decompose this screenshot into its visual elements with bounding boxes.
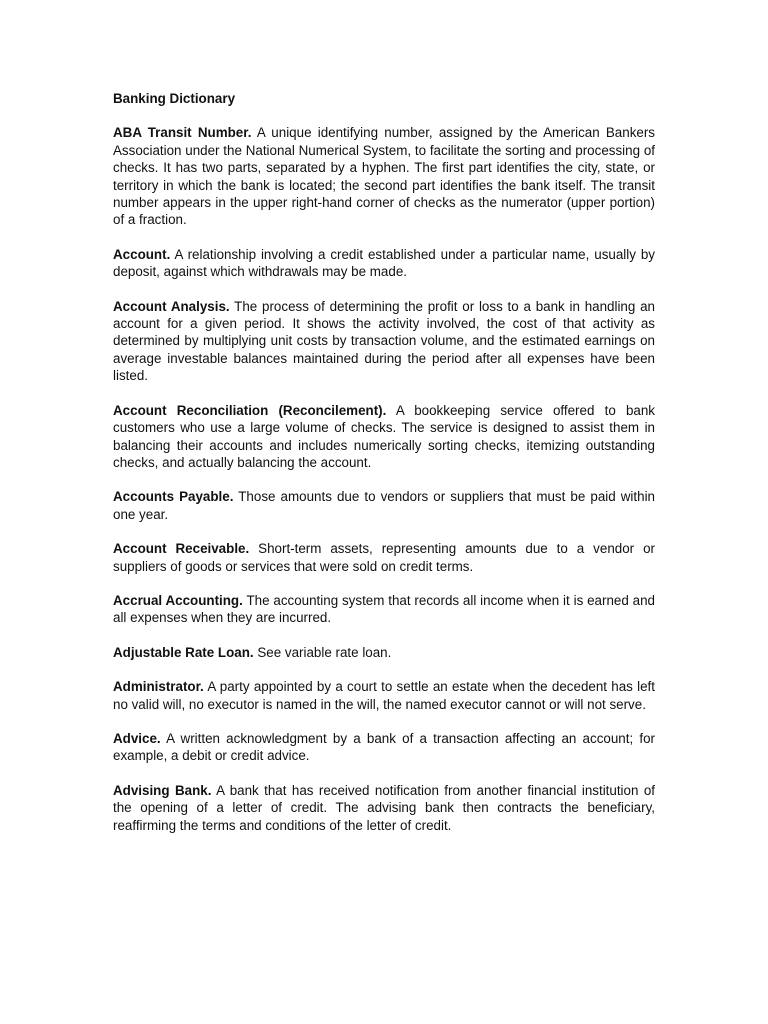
- entry-definition: A relationship involving a credit established under a particular name, usually by deposit, against which withdrawals may be made.: [113, 246, 655, 280]
- dictionary-entry: [113, 730, 655, 765]
- entry-term: Adjustable Rate Loan.: [113, 644, 254, 660]
- dictionary-entry: [113, 592, 655, 627]
- entry-definition: A party appointed by a court to settle an estate when the decedent has left no valid will, no executor is named in the will, the named executor cannot or will not serve.: [113, 679, 655, 712]
- entry-definition: The process of determining the profit or loss to a bank in handling an account for a given period. It shows the activity involved, the cost of that activity as determined by multiplying unit costs by transaction volume, and the estimated earnings on average investable balances maintained during the period after all expenses have been listed.: [113, 298, 655, 384]
- entry-definition: A bookkeeping service offered to bank customers who use a large volume of checks. The service is designed to assist them in balancing their accounts and includes numerically sorting checks, itemizing outstanding checks, and actually balancing the account.: [113, 402, 655, 470]
- document-page: [113, 90, 655, 851]
- dictionary-entry: [113, 124, 655, 228]
- dictionary-entry: [113, 402, 655, 472]
- entry-term: Account Receivable.: [113, 541, 250, 557]
- entry-term: Account Analysis.: [113, 298, 230, 314]
- entry-term: ABA Transit Number.: [113, 125, 252, 141]
- entry-definition: See variable rate loan.: [257, 644, 392, 660]
- dictionary-entry: [113, 644, 655, 661]
- entry-definition: A bank that has received notification from another financial institution of the opening of a letter of credit. The advising bank then contracts the beneficiary, reaffirming the terms and conditions of the letter of credit.: [113, 782, 655, 833]
- entry-definition: The accounting system that records all income when it is earned and all expenses when they are incurred.: [113, 592, 655, 626]
- dictionary-entry: [113, 246, 655, 281]
- entry-term: Accrual Accounting.: [113, 592, 243, 608]
- entry-term: Account.: [113, 246, 171, 262]
- dictionary-entry: [113, 298, 655, 385]
- entry-definition: Short-term assets, representing amounts due to a vendor or suppliers of goods or services that were sold on credit terms.: [113, 541, 655, 574]
- entry-definition: Those amounts due to vendors or suppliers that must be paid within one year.: [113, 489, 655, 522]
- entry-term: Account Reconciliation (Reconcilement).: [113, 402, 387, 418]
- entry-term: Advice.: [113, 730, 161, 746]
- entry-term: Accounts Payable.: [113, 489, 234, 505]
- dictionary-entry: [113, 488, 655, 523]
- entry-term: Administrator.: [113, 679, 204, 695]
- dictionary-entry: [113, 678, 655, 713]
- entry-definition: A written acknowledgment by a bank of a transaction affecting an account; for example, a debit or credit advice.: [113, 730, 656, 764]
- dictionary-entry: [113, 540, 655, 575]
- entry-definition: A unique identifying number, assigned by the American Bankers Association under the National Numerical System, to facilitate the sorting and processing of checks. It has two parts, separated by a hyphen. The first part identifies the city, state, or territory in which the bank is located; the second part identifies the bank itself. The transit number appears in the upper right-hand corner of checks as the numerator (upper portion) of a fraction.: [113, 125, 655, 228]
- entry-term: Advising Bank.: [113, 782, 212, 798]
- document-title: Banking Dictionary: [113, 91, 236, 106]
- dictionary-entry: [113, 782, 655, 834]
